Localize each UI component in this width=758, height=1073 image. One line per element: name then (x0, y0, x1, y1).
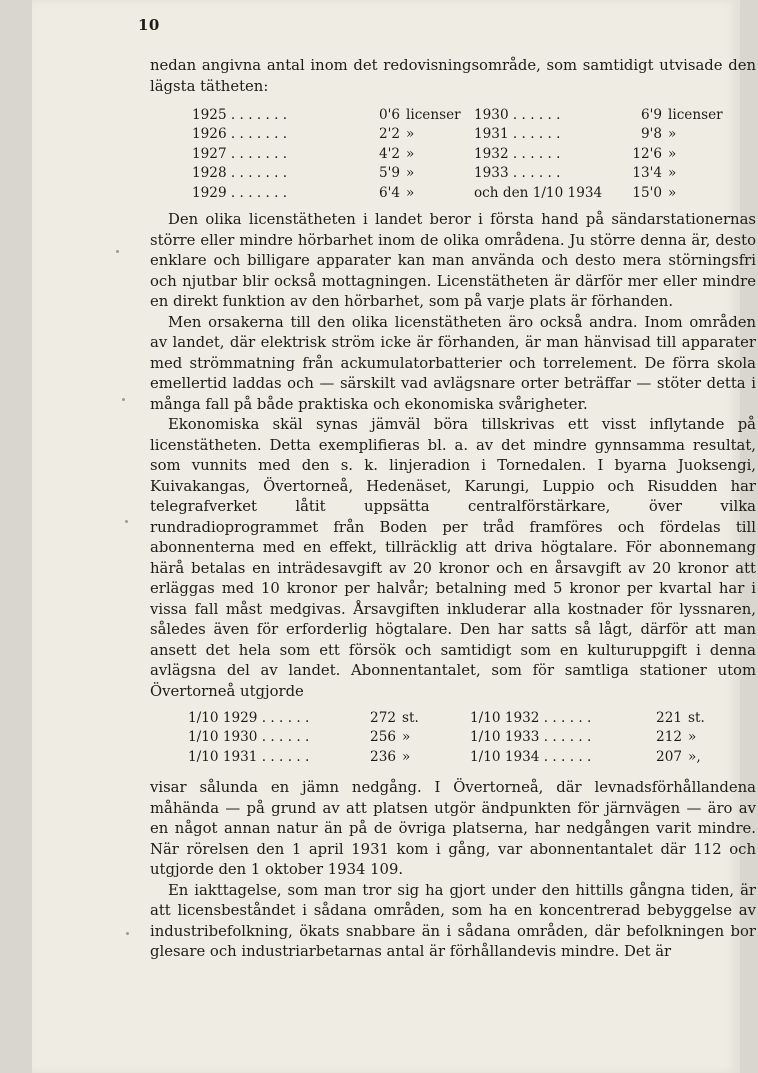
value-left: 4'2 (378, 145, 400, 162)
unit-right: » (668, 145, 677, 162)
date-right: 1/10 1933 . . . . . . (470, 729, 592, 746)
year-left: 1925 . . . . . . . (192, 107, 288, 123)
year-left: 1929 . . . . . . . (192, 184, 288, 201)
scan-speck (116, 250, 119, 253)
intro-paragraph: nedan angivna antal inom det redovisningsområde, som samtidigt utvisade den lägsta tätheten: (150, 57, 756, 95)
value-right: 9'8 (640, 126, 662, 143)
year-right: 1933 . . . . . . (474, 165, 561, 182)
table-row (192, 125, 732, 144)
value-left: 256 (370, 729, 396, 746)
unit-left: » (402, 729, 411, 746)
value-right: 6'9 (640, 107, 662, 123)
unit-right: st. (688, 710, 705, 726)
value-right: 212 (656, 729, 682, 746)
table-row (192, 184, 732, 203)
year-left: 1926 . . . . . . . (192, 126, 288, 143)
value-left: 6'4 (378, 184, 400, 201)
date-right: 1/10 1934 . . . . . . (470, 748, 592, 765)
date-left: 1/10 1929 . . . . . . (188, 710, 310, 726)
year-right: och den 1/10 1934 (474, 184, 603, 201)
paragraph: Men orsakerna till den olika licenstätheten äro också andra. Inom områden av landet, där elektrisk ström icke är förhanden, är man hänvisad till apparater med strömmatning från ackumulatorbatterier och torrelement. De förra skola emellertid laddas och — särskilt vad avlägsnare orter beträffar — stöter detta i många fall på både praktiska och ekonomiska svårigheter. (150, 313, 756, 413)
intro-block (150, 56, 756, 97)
page-number: 10 (138, 16, 160, 34)
main-text-block (150, 210, 756, 702)
year-right: 1931 . . . . . . (474, 126, 561, 143)
unit-left: » (406, 126, 415, 143)
document-page (32, 0, 756, 1073)
unit-right: » (688, 729, 697, 746)
value-right: 12'6 (632, 145, 662, 162)
value-left: 5'9 (378, 165, 400, 182)
unit-right: » (668, 126, 677, 143)
unit-left: » (406, 184, 415, 201)
table-row (192, 145, 732, 164)
value-left: 236 (370, 748, 396, 765)
paragraph: visar sålunda en jämn nedgång. I Övertorneå, där levnadsförhållandena måhända — på grund av att platsen utgör ändpunkten för järnvägen — äro av en något annan natur än på de övriga platserna, har nedgången varit mindre. När rörelsen den 1 april 1931 kom i gång, var abonnentantalet där 112 och utgjorde den 1 oktober 1934 109. (150, 779, 756, 878)
unit-right: licenser (668, 107, 723, 123)
value-left: 272 (370, 710, 396, 726)
paragraph: En iakttagelse, som man tror sig ha gjort under den hittills gångna tiden, är att licensbeståndet i sådana områden, som ha en koncentrerad bebyggelse av industribefolkning, ökats snabbare än i sådana områden, där befolkningen bor glesare och industriarbetarnas antal är förhållandevis mindre. Det är (150, 881, 756, 960)
value-right: 207 (656, 748, 682, 765)
scan-speck (126, 932, 129, 935)
value-left: 0'6 (378, 107, 400, 123)
scan-speck (125, 520, 128, 523)
value-right: 15'0 (632, 184, 662, 201)
year-left: 1928 . . . . . . . (192, 165, 288, 182)
date-left: 1/10 1931 . . . . . . (188, 748, 310, 765)
year-left: 1927 . . . . . . . (192, 145, 288, 162)
table-row (188, 708, 748, 727)
date-right: 1/10 1932 . . . . . . (470, 710, 592, 726)
unit-right: », (688, 748, 701, 765)
unit-right: » (668, 184, 677, 201)
year-right: 1930 . . . . . . (474, 107, 561, 123)
closing-text-block (150, 778, 756, 963)
unit-left: » (406, 165, 415, 182)
table-row (188, 747, 748, 766)
scan-speck (122, 398, 125, 401)
table-row (192, 164, 732, 183)
unit-left: licenser (406, 107, 461, 123)
year-right: 1932 . . . . . . (474, 145, 561, 162)
value-right: 221 (656, 710, 682, 726)
subscriber-count-table (188, 708, 748, 766)
licence-density-table (192, 106, 732, 203)
unit-left: » (402, 748, 411, 765)
paragraph: Den olika licenstätheten i landet beror i första hand på sändarstationernas större eller mindre hörbarhet inom de olika områdena. Ju större denna är, desto enklare och billigare apparater kan man använda och desto mera störningsfri och njutbar blir också mottagningen. Licenstätheten är därför mer eller mindre en direkt funktion av den hörbarhet, som på varje plats är förhanden. (150, 211, 756, 310)
table-row (188, 727, 748, 746)
unit-left: st. (402, 710, 419, 726)
value-right: 13'4 (632, 165, 662, 182)
value-left: 2'2 (378, 126, 400, 143)
paragraph: Ekonomiska skäl synas jämväl böra tillskrivas ett visst inflytande på licenstätheten. Detta exemplifieras bl. a. av det mindre gynnsamma resultat, som vunnits med den s. k. linjeradion i Tornedalen. I byarna Juoksengi, Kuivakangas, Övertorneå, Hedenäset, Karungi, Luppio och Risudden har telegrafverket låtit uppsätta centralförstärkare, över vilka rundradioprogrammet från Boden per tråd framföres och fördelas till abonnenterna med en effekt, tillräcklig att driva högtalare. För abonnemang härå betalas en inträdesavgift av 20 kronor och en årsavgift av 20 kronor att erläggas med 10 kronor per halvår; betalning med 5 kronor per kvartal har i vissa fall måst medgivas. Årsavgiften inkluderar alla kostnader för lyssnaren, således även för erforderlig högtalare. Den har satts så lågt, därför att man ansett det hela som ett försök och samtidigt som en kulturuppgift i denna avlägsna del av landet. Abonnentantalet, som för samtliga stationer utom Övertorneå utgjorde (150, 416, 756, 700)
unit-right: » (668, 165, 677, 182)
table-row (192, 106, 732, 125)
unit-left: » (406, 145, 415, 162)
date-left: 1/10 1930 . . . . . . (188, 729, 310, 746)
